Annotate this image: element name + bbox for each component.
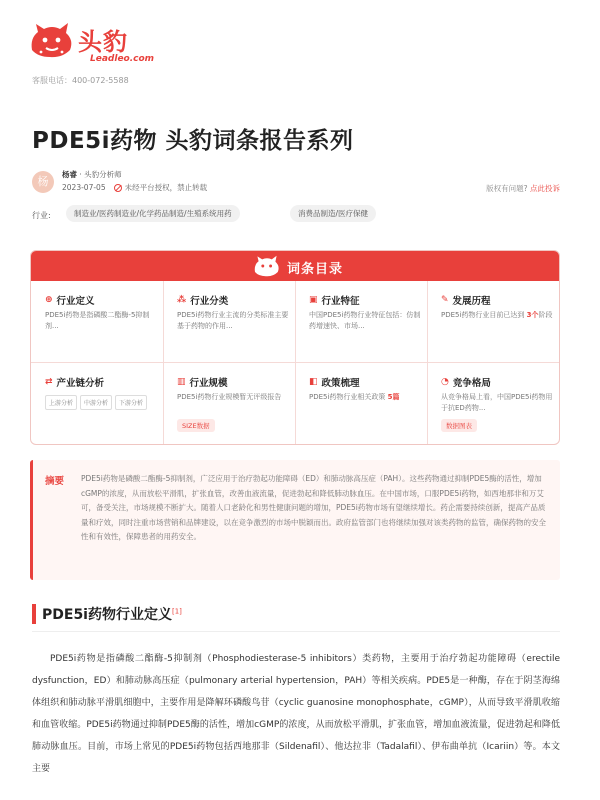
catalog-item-size[interactable]: [163, 363, 295, 443]
catalog-item-history[interactable]: [427, 281, 559, 361]
hierarchy-icon: ⁂: [177, 295, 187, 305]
catalog-item-title: 行业规模: [189, 378, 228, 389]
author-line: [62, 169, 122, 180]
author-org: · 头豹分析师: [79, 170, 122, 179]
section-body: PDE5i药物是指磷酸二酯酶-5抑制剂（Phosphodiesterase-5 inhibitors）类药物，主要用于治疗勃起功能障碍（erectile dysfunction，ED）和肺动脉高压症（pulmonary arterial hypertension，PAH）等相关疾病。PDE5是一种酶，存在于阴茎海绵体组织和肺动脉平滑肌细胞中，主要作用是降解环磷酸鸟苷（cyclic guanosine monophosphate，cGMP），从而导致平滑肌收缩和血管收缩。PDE5i药物通过抑制PDE5酶的活性，增加cGMP的浓度，从而放松平滑肌，扩张血管，增加血液流量，促进勃起和降低肺动脉血压。目前，市场上常见的PDE5i药物包括西地那非（Sildenafil）、他达拉非（Tadalafil）、伊布曲单抗（Icariin）等。本文主要: [32, 654, 560, 774]
catalog-item-desc: 中国PDE5i药物行业特征包括：仿制药增速快、市场...: [309, 311, 421, 330]
leopard-logo-icon: [251, 254, 283, 278]
no-reprint-icon: [114, 184, 122, 192]
reprint-notice: 未经平台授权，禁止转载: [124, 183, 208, 192]
copyright-prefix: 版权有问题?: [486, 184, 528, 193]
catalog-item-desc: PDE5i药物行业主流的分类标准主要基于药物的作用...: [177, 311, 289, 330]
catalog-title: 词条目录: [287, 262, 344, 277]
copyright-complaint: [486, 183, 560, 194]
leopard-logo-icon: [28, 20, 76, 60]
catalog-item-badge[interactable]: 数据图表: [441, 419, 477, 432]
author-name[interactable]: 杨睿: [62, 170, 77, 179]
reference-link[interactable]: [1]: [172, 607, 182, 616]
catalog-panel: [30, 250, 560, 445]
publish-date: 2023-07-05: [62, 183, 106, 192]
abstract-box: [30, 460, 560, 580]
catalog-item-competition[interactable]: [427, 363, 559, 443]
catalog-item-title: 行业特征: [321, 296, 360, 307]
grid-icon: ▣: [309, 295, 318, 305]
catalog-item-title: 发展历程: [452, 296, 491, 307]
catalog-item-desc: PDE5i药物行业目前已达到 3个阶段: [441, 311, 553, 319]
brand-name: 头豹: [78, 28, 128, 56]
catalog-item-title: 政策梳理: [321, 378, 360, 389]
catalog-header: [31, 251, 559, 281]
catalog-item-desc: 从竞争格局上看，中国PDE5i药物用于抗ED药物...: [441, 393, 553, 412]
meta-line: [62, 182, 207, 193]
abstract-text: PDE5i药物是磷酸二酯酶-5抑制剂，广泛应用于治疗勃起功能障碍（ED）和肺动脉高压症（PAH）。这些药物通过抑制PDE5酶的活性，增加cGMP的浓度，从而放松平滑肌，扩张血管，改善血液流量，促进勃起和降低肺动脉血压。在中国市场，口服PDE5i药物，如西地那非和万艾可，备受关注，市场规模不断扩大。随着人口老龄化和男性健康问题的增加，PDE5i药物市场有望继续增长。药企需要持续创新，提高产品质量和疗效，同时注重市场营销和品牌建设，以在竞争激烈的市场中脱颖而出。政府监管部门也将继续加强对该类药物的监管，确保药物的安全性和有效性，保障患者的用药安全。: [81, 474, 546, 541]
brand-logo[interactable]: [28, 20, 228, 68]
avatar[interactable]: 杨: [32, 171, 54, 193]
pen-icon: ✎: [441, 295, 449, 305]
search-doc-icon: ⊕: [45, 295, 53, 305]
catalog-item-chain[interactable]: [31, 363, 163, 443]
chain-chip-midstream[interactable]: 中游分析: [80, 395, 112, 410]
catalog-item-title: 竞争格局: [452, 378, 491, 389]
pie-chart-icon: ◔: [441, 377, 449, 387]
catalog-item-title: 产业链分析: [56, 378, 105, 389]
chain-chip-upstream[interactable]: 上游分析: [45, 395, 77, 410]
document-icon: ◧: [309, 377, 318, 387]
complaint-link[interactable]: 点此投诉: [530, 184, 560, 193]
page-title: PDE5i药物 头豹词条报告系列: [32, 128, 354, 154]
catalog-item-definition[interactable]: [31, 281, 163, 361]
catalog-item-title: 行业定义: [56, 296, 95, 307]
bar-chart-icon: ▥: [177, 377, 186, 387]
section-divider: [32, 631, 560, 632]
industry-label: 行业:: [32, 211, 51, 220]
catalog-item-classification[interactable]: [163, 281, 295, 361]
chain-chips: [45, 395, 147, 410]
chain-chip-downstream[interactable]: 下游分析: [115, 395, 147, 410]
flow-icon: ⇄: [45, 377, 53, 387]
catalog-item-badge[interactable]: SIZE数据: [177, 419, 215, 432]
catalog-item-policy[interactable]: [295, 363, 427, 443]
catalog-item-desc: PDE5i药物行业相关政策 5篇: [309, 393, 400, 401]
catalog-item-features[interactable]: [295, 281, 427, 361]
industry-tag[interactable]: 制造业/医药制造业/化学药品制造/生殖系统用药: [66, 205, 240, 222]
section-title-text: PDE5i药物行业定义: [42, 607, 172, 623]
hotline: 客服电话：400-072-5588: [32, 76, 129, 85]
catalog-item-desc: PDE5i药物是指磷酸二酯酶-5抑制剂...: [45, 311, 150, 330]
catalog-item-title: 行业分类: [190, 296, 229, 307]
section-accent-bar: [32, 604, 36, 624]
brand-domain: Leadleo.com: [90, 54, 155, 64]
industry-tag[interactable]: 消费品制造/医疗保健: [290, 205, 376, 222]
catalog-item-desc: PDE5i药物行业规模暂无评级报告: [177, 393, 282, 401]
section-title: [42, 604, 182, 624]
abstract-label: 摘要: [45, 476, 65, 487]
